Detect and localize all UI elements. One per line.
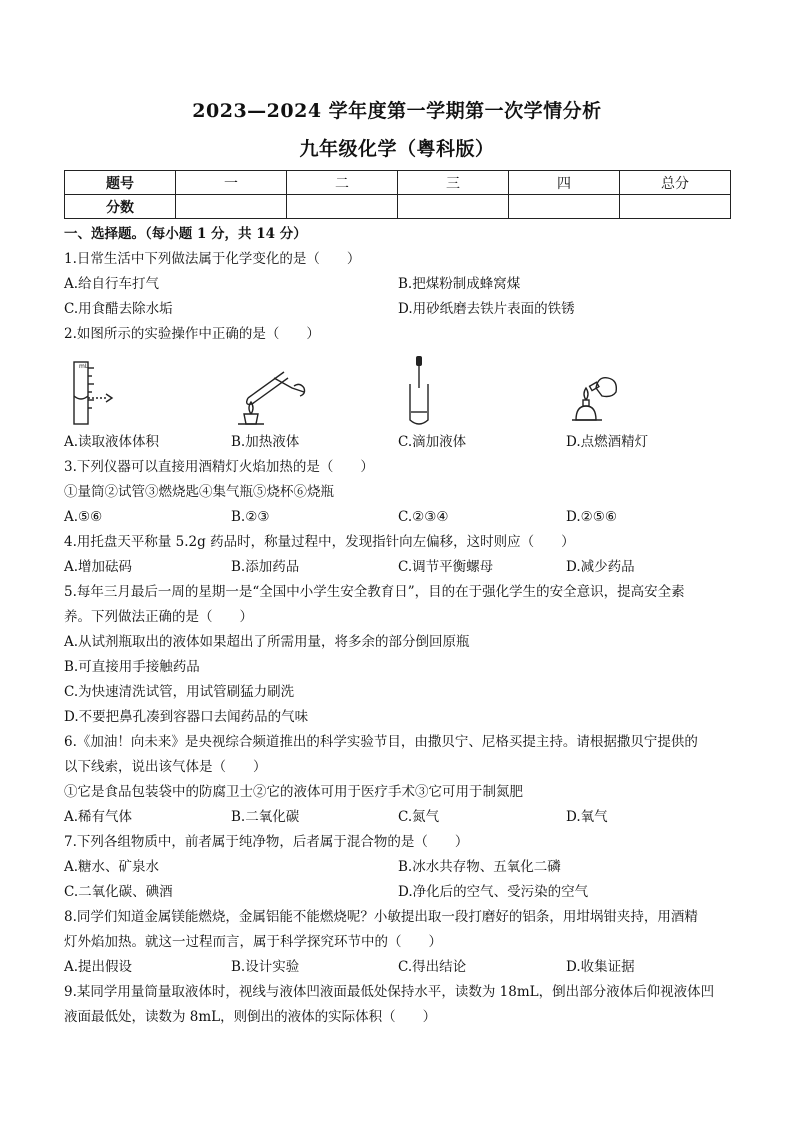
exam-title: 2023—2024 学年度第一学期第一次学情分析 [192, 100, 602, 122]
option-a: A.稀有气体 [64, 809, 133, 825]
section-heading: 一、选择题。（每小题 1 分，共 14 分） [64, 226, 307, 242]
graduated-cylinder-reading-figure [66, 356, 126, 428]
question-stem-continued: 灯外焰加热。就这一过程而言，属于科学探究环节中的（ ） [64, 934, 442, 950]
question-stem: 9.某同学用量筒量取液体时，视线与液体凹液面最低处保持水平，读数为 18mL，倒出部分液体后仰视液体凹 [64, 984, 715, 1000]
option-c: C.二氧化碳、碘酒 [64, 884, 173, 900]
score-table-header-row [65, 171, 731, 195]
score-entry-cell[interactable] [620, 195, 731, 219]
question-stem: 4.用托盘天平称量 5.2g 药品时，称量过程中，发现指针向左偏移，这时则应（ ） [64, 534, 575, 550]
question-stem-continued: 以下线索，说出该气体是（ ） [64, 759, 267, 775]
option-d: D.②⑤⑥ [566, 509, 617, 525]
option-d: D.用砂纸磨去铁片表面的铁锈 [398, 301, 575, 317]
score-table-cell: 二 [287, 171, 398, 195]
option-a: A.提出假设 [64, 959, 133, 975]
option-d: D.点燃酒精灯 [566, 434, 649, 450]
instrument-list: ①量筒②试管③燃烧匙④集气瓶⑤烧杯⑥烧瓶 [64, 484, 334, 500]
option-c: C.氮气 [398, 809, 440, 825]
question-stem: 6.《加油！向未来》是央视综合频道推出的科学实验节目，由撒贝宁、尼格买提主持。请根据撒贝宁提供的 [64, 734, 698, 750]
option-d: D.收集证据 [566, 959, 635, 975]
score-table-cell: 三 [398, 171, 509, 195]
option-b: B.把煤粉制成蜂窝煤 [398, 276, 521, 292]
option-d: D.净化后的空气、受污染的空气 [398, 884, 589, 900]
dropper-test-tube-figure [400, 354, 440, 428]
question-stem-continued: 液面最低处，读数为 8mL，则倒出的液体的实际体积（ ） [64, 1009, 437, 1025]
question-stem: 2.如图所示的实验操作中正确的是（ ） [64, 326, 320, 342]
score-entry-cell[interactable] [509, 195, 620, 219]
option-d: D.不要把鼻孔凑到容器口去闻药品的气味 [64, 709, 309, 725]
option-b: B.设计实验 [231, 959, 300, 975]
question-stem: 8.同学们知道金属镁能燃烧，金属铝能不能燃烧呢？小敏提出取一段打磨好的铝条，用坩埚钳夹持，用酒精 [64, 909, 698, 925]
score-table-cell: 分数 [65, 195, 176, 219]
score-entry-cell[interactable] [398, 195, 509, 219]
svg-text:mL: mL [79, 363, 89, 370]
option-b: B.可直接用手接触药品 [64, 659, 200, 675]
exam-subtitle: 九年级化学（粤科版） [299, 138, 495, 160]
option-b: B.添加药品 [231, 559, 300, 575]
option-b: B.加热液体 [231, 434, 300, 450]
question-stem: 7.下列各组物质中，前者属于纯净物，后者属于混合物的是（ ） [64, 834, 469, 850]
question-stem: 5.每年三月最后一周的星期一是“全国中小学生安全教育日”，目的在于强化学生的安全意识，提高安全素 [64, 584, 685, 600]
option-a: A.增加砝码 [64, 559, 133, 575]
question-stem: 1.日常生活中下列做法属于化学变化的是（ ） [64, 251, 361, 267]
question-stem: 3.下列仪器可以直接用酒精灯火焰加热的是（ ） [64, 459, 374, 475]
option-c: C.得出结论 [398, 959, 467, 975]
option-a: A.从试剂瓶取出的液体如果超出了所需用量，将多余的部分倒回原瓶 [64, 634, 470, 650]
heating-test-tube-figure [234, 358, 310, 428]
score-table-cell: 题号 [65, 171, 176, 195]
option-d: D.减少药品 [566, 559, 635, 575]
option-b: B.二氧化碳 [231, 809, 300, 825]
score-table [64, 170, 731, 219]
option-a: A.读取液体体积 [64, 434, 160, 450]
score-entry-cell[interactable] [176, 195, 287, 219]
lighting-alcohol-lamp-figure [568, 366, 628, 428]
option-c: C.为快速清洗试管，用试管刷猛力刷洗 [64, 684, 295, 700]
score-entry-cell[interactable] [287, 195, 398, 219]
option-d: D.氧气 [566, 809, 608, 825]
option-b: B.冰水共存物、五氧化二磷 [398, 859, 561, 875]
option-c: C.②③④ [398, 509, 449, 525]
option-c: C.调节平衡螺母 [398, 559, 494, 575]
clue-list: ①它是食品包装袋中的防腐卫士②它的液体可用于医疗手术③它可用于制氮肥 [64, 784, 523, 800]
option-a: A.糖水、矿泉水 [64, 859, 160, 875]
score-table-score-row [65, 195, 731, 219]
option-a: A.⑤⑥ [64, 509, 103, 525]
score-table-cell: 四 [509, 171, 620, 195]
score-table-cell: 总分 [620, 171, 731, 195]
option-b: B.②③ [231, 509, 270, 525]
question-stem-continued: 养。下列做法正确的是（ ） [64, 609, 253, 625]
option-c: C.用食醋去除水垢 [64, 301, 173, 317]
option-a: A.给自行车打气 [64, 276, 160, 292]
score-table-cell: 一 [176, 171, 287, 195]
option-c: C.滴加液体 [398, 434, 467, 450]
